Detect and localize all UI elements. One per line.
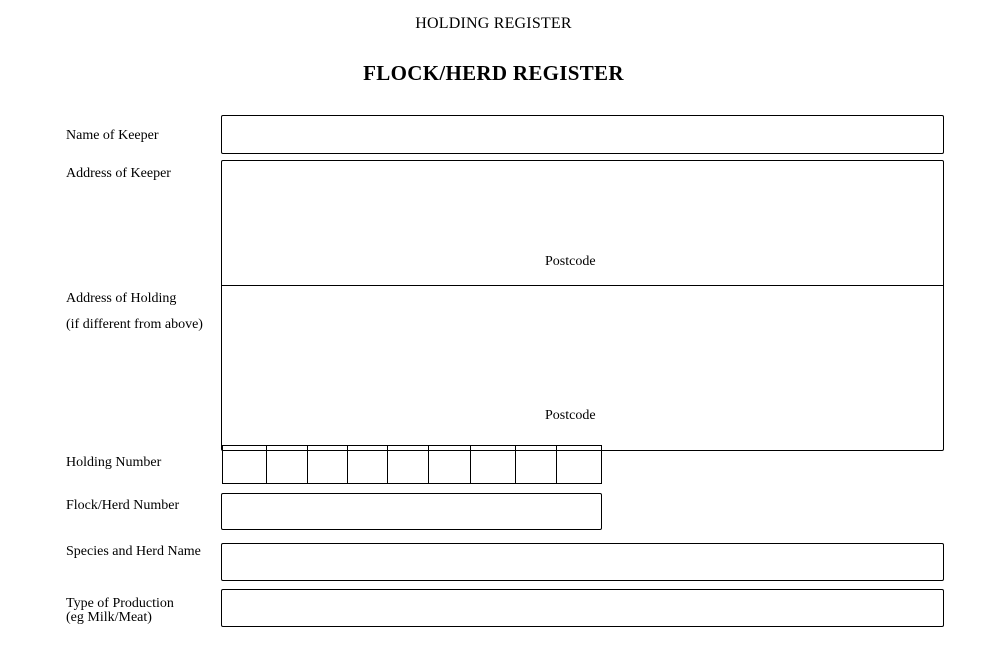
type-of-production-label: Type of Production [66, 596, 174, 611]
holding-number-digit[interactable] [266, 445, 307, 484]
holding-number-digit[interactable] [387, 445, 428, 484]
form-subtitle: HOLDING REGISTER [415, 15, 572, 32]
keeper-postcode-label: Postcode [545, 254, 596, 269]
name-of-keeper-field[interactable] [221, 115, 944, 154]
holding-number-digit[interactable] [470, 445, 515, 484]
type-of-production-sublabel: (eg Milk/Meat) [66, 610, 152, 625]
address-of-holding-sublabel: (if different from above) [66, 317, 203, 332]
holding-postcode-label: Postcode [545, 408, 596, 423]
flock-herd-number-field[interactable] [221, 493, 602, 530]
form-title: FLOCK/HERD REGISTER [363, 61, 624, 85]
holding-number-digit[interactable] [307, 445, 347, 484]
holding-number-digit[interactable] [222, 445, 266, 484]
holding-number-digit[interactable] [347, 445, 387, 484]
type-of-production-field[interactable] [221, 589, 944, 627]
flock-herd-number-label: Flock/Herd Number [66, 498, 180, 513]
name-of-keeper-label: Name of Keeper [66, 128, 159, 143]
address-of-keeper-label: Address of Keeper [66, 166, 171, 181]
species-herd-name-field[interactable] [221, 543, 944, 581]
species-herd-name-label: Species and Herd Name [66, 544, 201, 559]
address-of-holding-field[interactable] [223, 288, 942, 448]
holding-number-label: Holding Number [66, 455, 162, 470]
holding-number-digit[interactable] [515, 445, 556, 484]
address-of-holding-label: Address of Holding [66, 291, 177, 306]
address-divider [221, 285, 944, 286]
holding-number-digit[interactable] [428, 445, 470, 484]
holding-number-digit[interactable] [556, 445, 602, 484]
holding-number-field [222, 445, 602, 484]
